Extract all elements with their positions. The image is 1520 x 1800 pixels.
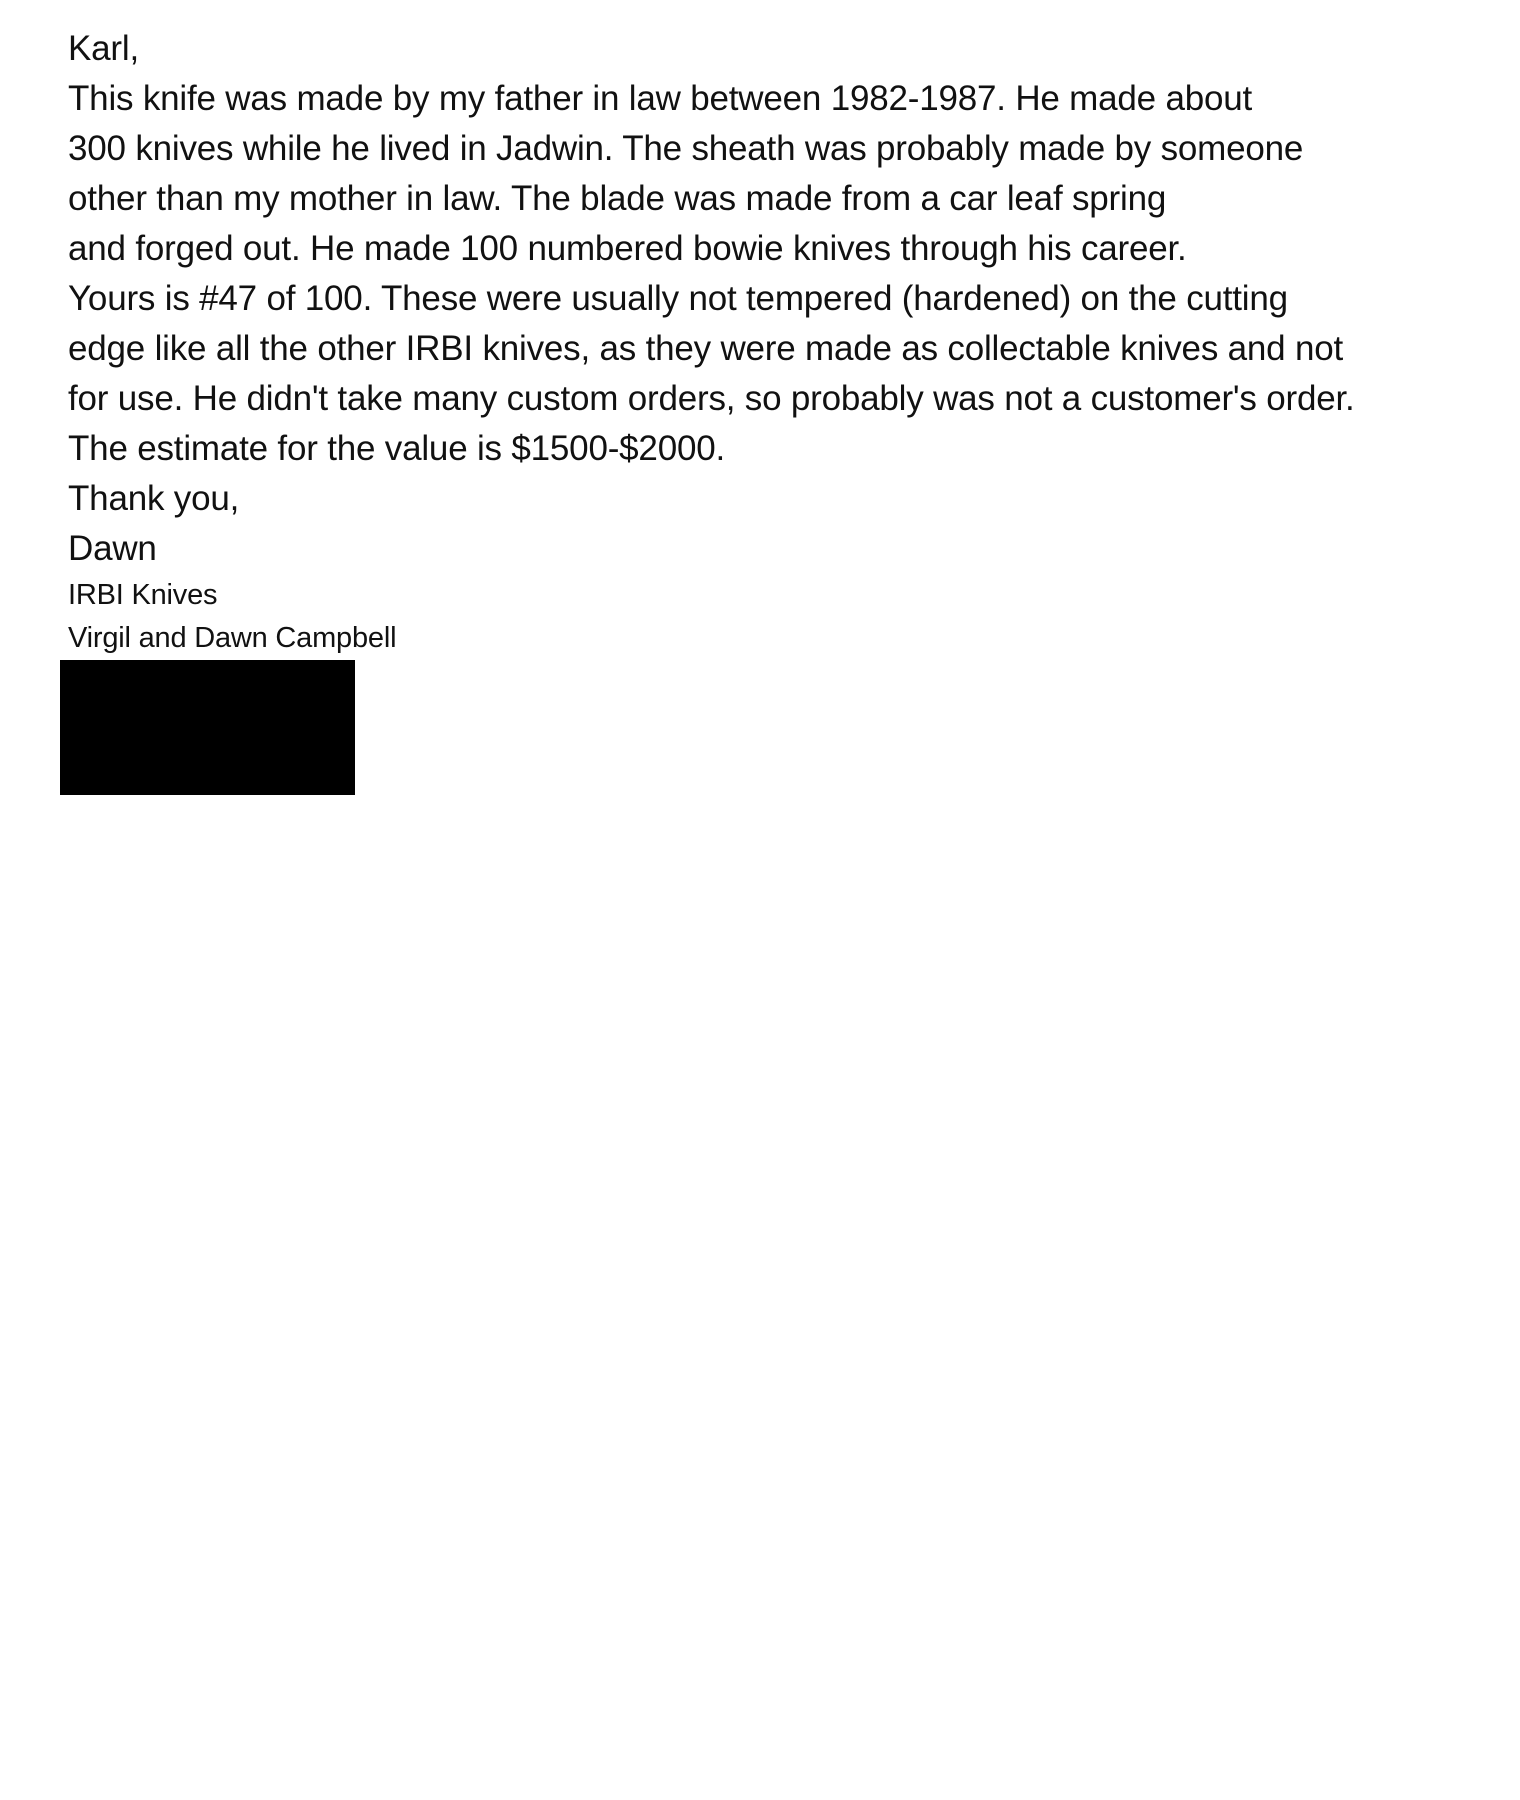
body-line: 300 knives while he lived in Jadwin. The sheath was probably made by someone	[68, 129, 1304, 168]
redaction-block	[60, 660, 355, 795]
body-line: edge like all the other IRBI knives, as they were made as collectable knives and not	[68, 329, 1344, 368]
body-line: Yours is #47 of 100. These were usually not tempered (hardened) on the cutting	[68, 279, 1288, 318]
signature-name: Dawn	[68, 529, 157, 568]
body-line: The estimate for the value is $1500-$2000.	[68, 429, 726, 468]
closing: Thank you,	[68, 479, 240, 518]
company-name: IRBI Knives	[68, 579, 218, 611]
body-line: for use. He didn't take many custom orders, so probably was not a customer's order.	[68, 379, 1355, 418]
owner-names: Virgil and Dawn Campbell	[68, 622, 397, 654]
salutation: Karl,	[68, 29, 139, 68]
body-line: and forged out. He made 100 numbered bowie knives through his career.	[68, 229, 1187, 268]
body-line: This knife was made by my father in law between 1982-1987. He made about	[68, 79, 1253, 118]
body-line: other than my mother in law. The blade was made from a car leaf spring	[68, 179, 1167, 218]
letter	[68, 24, 1468, 660]
